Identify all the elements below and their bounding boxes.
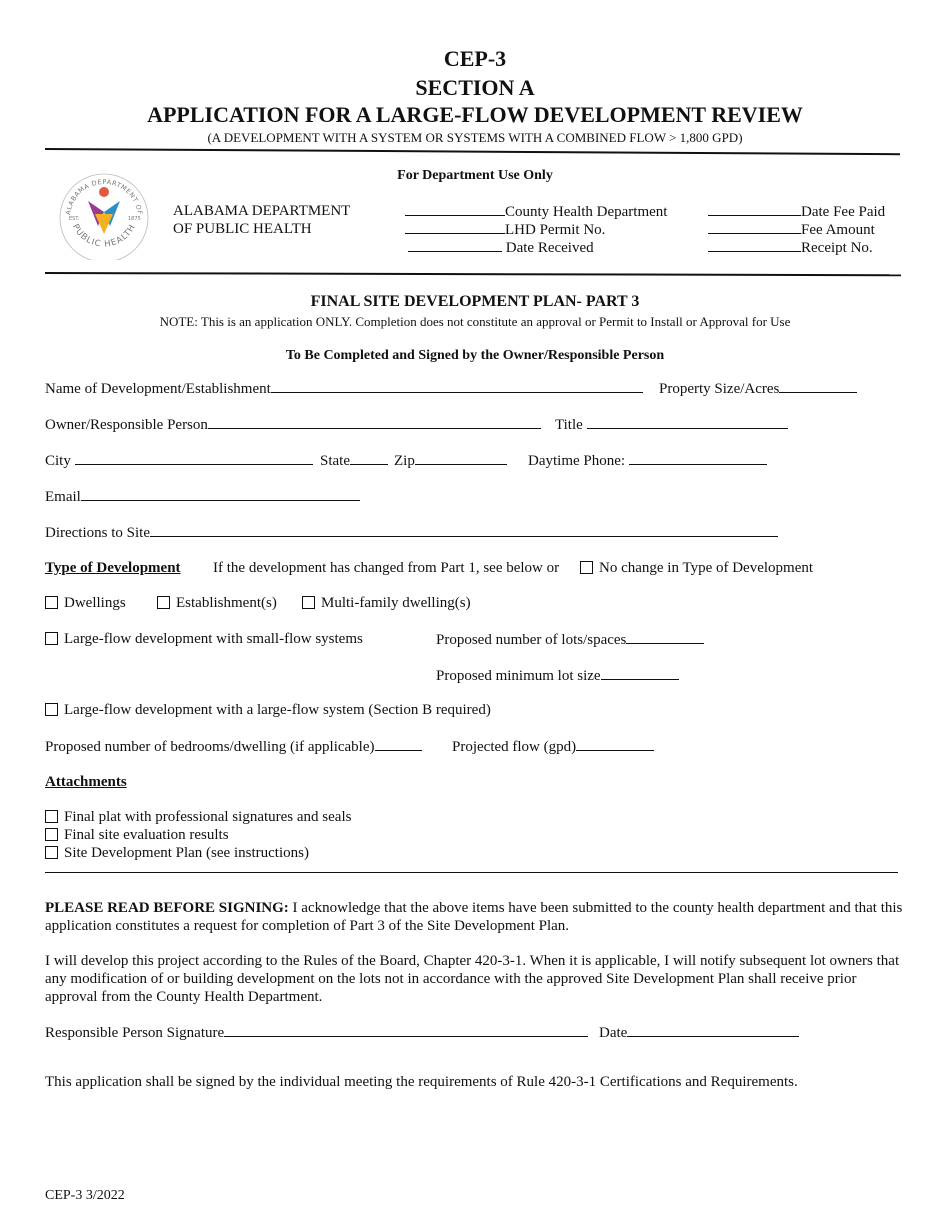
projected-flow-field[interactable]: Projected flow (gpd) — [452, 738, 654, 756]
fee-amount-field[interactable]: Fee Amount — [708, 221, 875, 239]
plan-title: FINAL SITE DEVELOPMENT PLAN- PART 3 — [310, 293, 640, 310]
checkbox-icon[interactable] — [580, 561, 593, 574]
checkbox-icon[interactable] — [302, 596, 315, 609]
type-of-development-heading: Type of Development — [45, 560, 181, 576]
owner-heading: To Be Completed and Signed by the Owner/Responsible Person — [285, 348, 665, 363]
logo-arc-text: ALABAMA DEPARTMENT OF — [64, 177, 144, 216]
attachment-site-dev-plan[interactable]: Site Development Plan (see instructions) — [45, 845, 309, 862]
checkbox-icon[interactable] — [45, 810, 58, 823]
directions-field[interactable]: Directions to Site — [45, 524, 778, 542]
min-lot-size-field[interactable]: Proposed minimum lot size — [436, 667, 679, 685]
adph-logo — [58, 168, 150, 260]
city-field[interactable]: City — [45, 452, 313, 470]
owner-field[interactable]: Owner/Responsible Person — [45, 416, 541, 434]
lots-spaces-field[interactable]: Proposed number of lots/spaces — [436, 631, 704, 649]
closing-statement: This application shall be signed by the individual meeting the requirements of Rule 420-3-1 Certifications and Requirements. — [45, 1074, 798, 1090]
checkbox-icon[interactable] — [45, 846, 58, 859]
form-id: CEP-3 — [443, 46, 507, 71]
dept-box-divider — [45, 272, 901, 276]
attachment-final-plat[interactable]: Final plat with professional signatures and seals — [45, 809, 351, 826]
lhd-permit-field[interactable]: LHD Permit No. — [405, 221, 605, 239]
dept-use-heading: For Department Use Only — [397, 168, 553, 183]
title-field[interactable]: Title — [555, 416, 788, 434]
checkbox-icon[interactable] — [45, 632, 58, 645]
logo-bottom-text: PUBLIC HEALTH — [69, 222, 139, 250]
footer-code: CEP-3 3/2022 — [45, 1188, 125, 1203]
development-name-field[interactable]: Name of Development/Establishment — [45, 380, 643, 398]
development-agreement: I will develop this project according to the Rules of the Board, Chapter 420-3-1. When it is applicable, I will notify subsequent lot owners that any modification of or building development on the lots not in accordance with the approved Site Development Plan shall receive prior approval from the County Health Department. — [45, 953, 900, 1005]
checkbox-icon[interactable] — [45, 828, 58, 841]
property-size-field[interactable]: Property Size/Acres — [659, 380, 857, 398]
agency-name-line1: ALABAMA DEPARTMENT — [173, 203, 351, 219]
bedrooms-field[interactable]: Proposed number of bedrooms/dwelling (if applicable) — [45, 738, 422, 756]
state-field[interactable]: State — [320, 452, 388, 470]
daytime-phone-field[interactable]: Daytime Phone: — [528, 452, 767, 470]
email-field[interactable]: Email — [45, 488, 360, 506]
checkbox-icon[interactable] — [157, 596, 170, 609]
attachment-site-evaluation[interactable]: Final site evaluation results — [45, 827, 229, 844]
county-health-dept-field[interactable]: County Health Department — [405, 203, 667, 221]
date-received-field[interactable]: Date Received — [408, 239, 594, 257]
changed-from-part1-text: If the development has changed from Part 1, see below or — [213, 560, 560, 576]
establishments-checkbox[interactable]: Establishment(s) — [157, 595, 277, 612]
date-fee-paid-field[interactable]: Date Fee Paid — [708, 203, 885, 221]
no-change-checkbox[interactable]: No change in Type of Development — [580, 560, 813, 577]
large-flow-checkbox[interactable]: Large-flow development with a large-flow system (Section B required) — [45, 702, 491, 719]
section-title: SECTION A — [415, 75, 535, 100]
page-subtitle: (A DEVELOPMENT WITH A SYSTEM OR SYSTEMS WITH A COMBINED FLOW > 1,800 GPD) — [207, 130, 743, 145]
dwellings-checkbox[interactable]: Dwellings — [45, 595, 126, 612]
page-title: APPLICATION FOR A LARGE-FLOW DEVELOPMENT REVIEW — [147, 102, 803, 127]
checkbox-icon[interactable] — [45, 596, 58, 609]
read-before-signing: PLEASE READ BEFORE SIGNING: I acknowledge that the above items have been submitted to the county health department and that this application constitutes a request for completion of Part 3 of the Site Development Plan. — [45, 900, 903, 934]
signature-date-field[interactable]: Date — [599, 1024, 799, 1042]
attachments-heading: Attachments — [45, 774, 127, 790]
header-divider — [45, 148, 900, 155]
logo-est: EST. — [69, 216, 80, 222]
attachments-divider — [45, 872, 898, 873]
multi-family-checkbox[interactable]: Multi-family dwelling(s) — [302, 595, 471, 612]
small-flow-checkbox[interactable]: Large-flow development with small-flow systems — [45, 631, 363, 648]
checkbox-icon[interactable] — [45, 703, 58, 716]
agency-name-line2: OF PUBLIC HEALTH — [173, 221, 312, 237]
receipt-no-field[interactable]: Receipt No. — [708, 239, 873, 257]
zip-field[interactable]: Zip — [394, 452, 507, 470]
logo-year: 1875 — [128, 216, 141, 222]
plan-note: NOTE: This is an application ONLY. Completion does not constitute an approval or Permit to Install or Approval for Use — [159, 314, 791, 329]
signature-field[interactable]: Responsible Person Signature — [45, 1024, 588, 1042]
